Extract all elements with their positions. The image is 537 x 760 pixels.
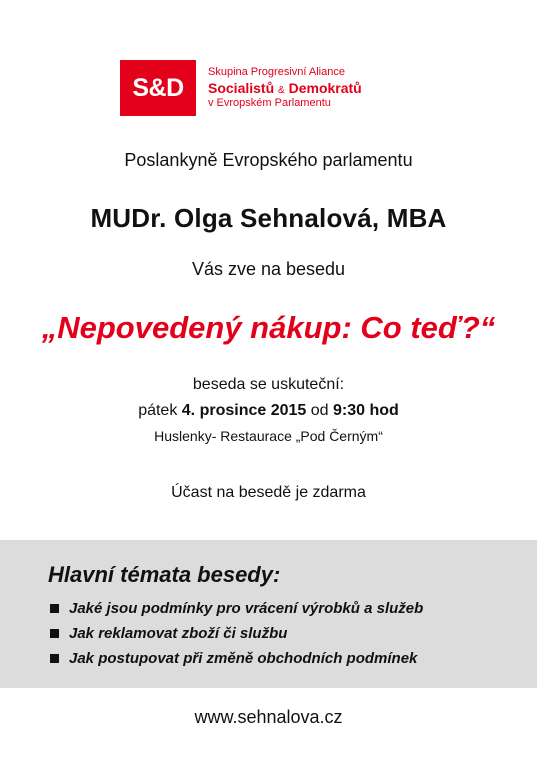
sd-logo — [120, 60, 362, 116]
topics-panel — [0, 540, 537, 688]
square-bullet-icon — [50, 629, 59, 638]
logo-line-3: v Evropském Parlamentu — [208, 96, 331, 109]
free-entry-note: Účast na besedě je zdarma — [171, 484, 366, 501]
topics-title: Hlavní témata besedy: — [48, 562, 281, 587]
event-datetime — [0, 402, 537, 420]
website-link[interactable]: www.sehnalova.cz — [194, 707, 343, 727]
logo-text — [208, 66, 362, 109]
event-date: 4. prosince 2015 — [181, 402, 307, 419]
logo-ampersand: & — [278, 84, 285, 96]
event-time: 9:30 hod — [333, 402, 399, 419]
event-day: pátek — [138, 402, 178, 419]
logo-line-2 — [208, 80, 362, 97]
speaker-name: MUDr. Olga Sehnalová, MBA — [90, 203, 447, 233]
topic-item-label: Jaké jsou podmínky pro vrácení výrobků a služeb — [69, 600, 424, 617]
topic-item-label: Jak postupovat při změně obchodních podmínek — [69, 650, 418, 667]
subtitle: Poslankyně Evropského parlamentu — [124, 150, 413, 170]
topic-item-label: Jak reklamovat zboží či službu — [69, 625, 288, 642]
event-connector: od — [310, 402, 329, 419]
invitation-line: Vás zve na besedu — [191, 259, 346, 279]
logo-line-2-b: Demokratů — [288, 79, 362, 96]
logo-badge: S&D — [120, 60, 196, 116]
square-bullet-icon — [50, 654, 59, 663]
event-intro: beseda se uskuteční: — [192, 376, 345, 393]
topics-list — [50, 596, 423, 671]
topic-item — [50, 596, 423, 621]
topic-item — [50, 646, 423, 671]
square-bullet-icon — [50, 604, 59, 613]
event-topic: „Nepovedený nákup: Co teď?“ — [41, 310, 496, 345]
topic-item — [50, 621, 423, 646]
logo-line-2-a: Socialistů — [208, 79, 275, 96]
logo-line-1: Skupina Progresivní Aliance — [208, 66, 345, 79]
event-place: Huslenky- Restaurace „Pod Černým“ — [154, 428, 383, 444]
